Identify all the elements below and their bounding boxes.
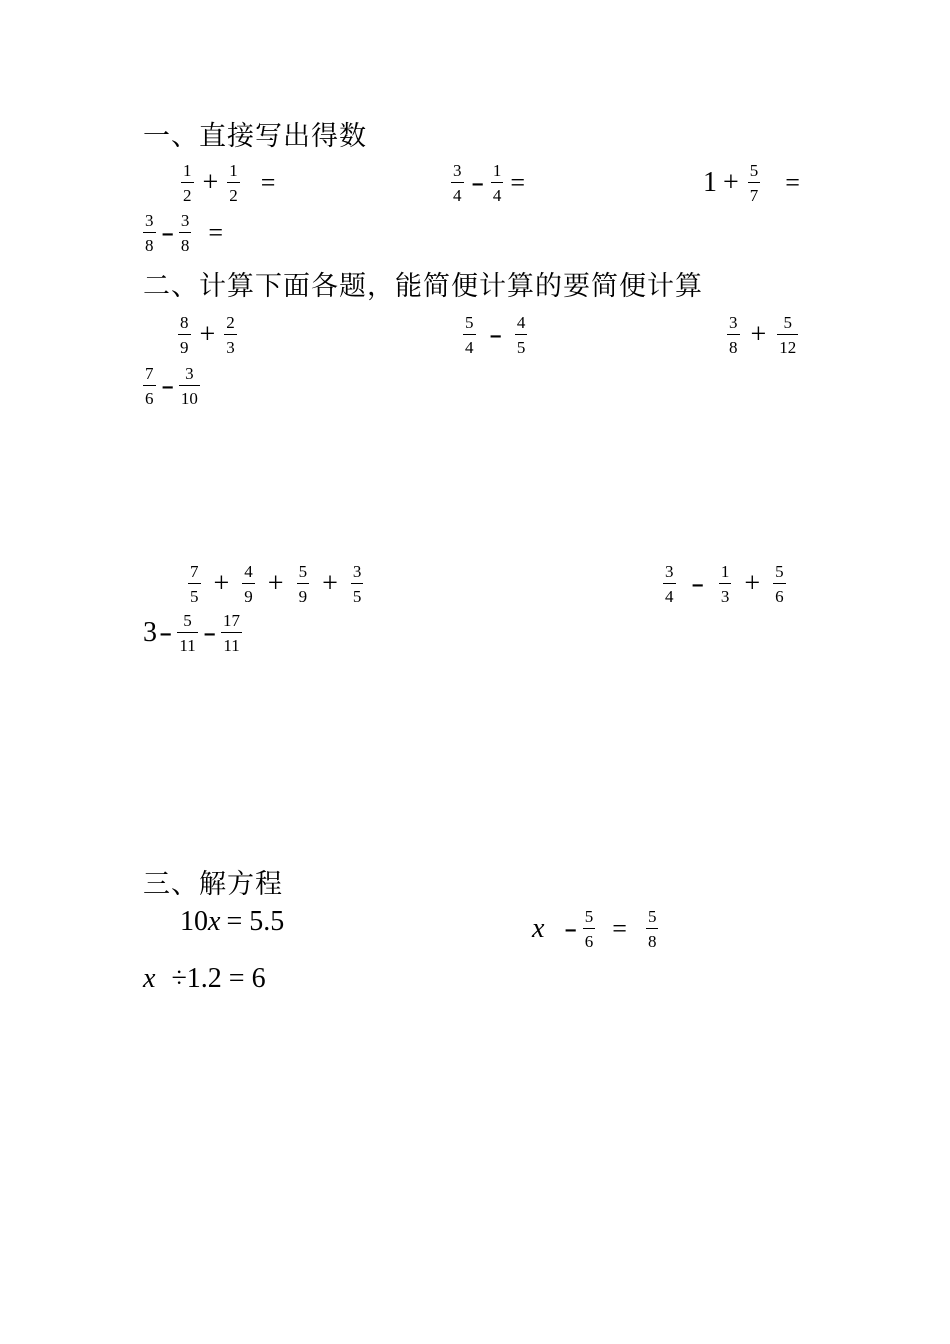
problem-2a [175, 314, 240, 356]
problem-2e [185, 563, 366, 605]
minus-sign: - [159, 617, 173, 649]
minus-sign: - [470, 167, 484, 199]
problem-2d [143, 365, 203, 407]
equals-sign: = [612, 914, 627, 944]
equation-rest: ÷1.2 = 6 [171, 963, 266, 994]
minus-sign: - [202, 617, 216, 649]
fraction: $\frac{5}{7}$ [749, 161, 759, 206]
equation-3b [532, 908, 661, 950]
equation-3c [143, 965, 266, 993]
fraction: $\frac{3}{8}$ [180, 211, 190, 256]
minus-sign: - [160, 217, 174, 249]
minus-sign: - [564, 913, 578, 945]
fraction: $\frac{17}{11}$ [223, 611, 241, 656]
equation-3a [180, 908, 284, 936]
fraction: $\frac{8}{9}$ [180, 313, 189, 358]
problem-2c [724, 314, 801, 356]
minus-sign: - [488, 319, 502, 351]
plus-sign: + [267, 568, 284, 600]
problem-1b [448, 162, 525, 204]
fraction: $\frac{2}{3}$ [226, 313, 235, 358]
section-3-title: 三、解方程 [143, 869, 283, 900]
fraction: $\frac{5}{9}$ [298, 562, 308, 607]
coefficient: 10 [180, 906, 208, 937]
problem-2f [660, 563, 789, 605]
fraction: $\frac{3}{8}$ [145, 211, 154, 256]
fraction: $\frac{7}{5}$ [190, 562, 199, 607]
equals-sign: = [785, 168, 800, 198]
fraction: $\frac{1}{4}$ [492, 161, 502, 206]
section-1-title: 一、直接写出得数 [143, 121, 367, 152]
plus-sign: + [744, 568, 761, 600]
variable: x [532, 913, 545, 945]
fraction: $\frac{5}{12}$ [779, 313, 797, 358]
problem-2g [143, 612, 245, 654]
equation-rhs: = 5.5 [226, 906, 285, 937]
variable: x [143, 963, 156, 994]
fraction: $\frac{3}{8}$ [729, 313, 738, 358]
plus-sign: + [750, 319, 767, 351]
plus-sign: + [723, 167, 739, 199]
fraction: $\frac{3}{10}$ [180, 364, 198, 409]
equals-sign: = [510, 168, 525, 198]
fraction: $\frac{1}{2}$ [229, 161, 238, 206]
minus-sign: - [160, 370, 174, 402]
fraction: $\frac{1}{2}$ [183, 161, 192, 206]
fraction: $\frac{3}{5}$ [352, 562, 362, 607]
section-2-title: 二、计算下面各题，能简便计算的要简便计算 [143, 271, 703, 302]
fraction: $\frac{4}{5}$ [516, 313, 526, 358]
fraction: $\frac{3}{4}$ [453, 161, 462, 206]
variable: x [208, 906, 221, 937]
equals-sign: = [208, 218, 223, 248]
problem-1c [703, 162, 800, 204]
fraction: $\frac{3}{4}$ [665, 562, 674, 607]
minus-sign: - [690, 568, 704, 600]
plus-sign: + [199, 319, 216, 351]
fraction: $\frac{5}{6}$ [775, 562, 784, 607]
fraction: $\frac{5}{6}$ [584, 907, 594, 952]
whole-number: 1 [703, 167, 717, 199]
problem-1a [178, 162, 275, 204]
problem-2b [460, 314, 530, 356]
whole-number: 3 [143, 617, 157, 649]
fraction: $\frac{4}{9}$ [244, 562, 253, 607]
plus-sign: + [202, 167, 219, 199]
plus-sign: + [322, 568, 338, 600]
equals-sign: = [260, 168, 276, 198]
fraction: $\frac{7}{6}$ [145, 364, 154, 409]
fraction: $\frac{5}{11}$ [179, 611, 196, 656]
plus-sign: + [213, 568, 230, 600]
fraction: $\frac{5}{8}$ [647, 907, 657, 952]
fraction: $\frac{1}{3}$ [720, 562, 730, 607]
problem-1d [143, 212, 223, 254]
fraction: $\frac{5}{4}$ [465, 313, 474, 358]
